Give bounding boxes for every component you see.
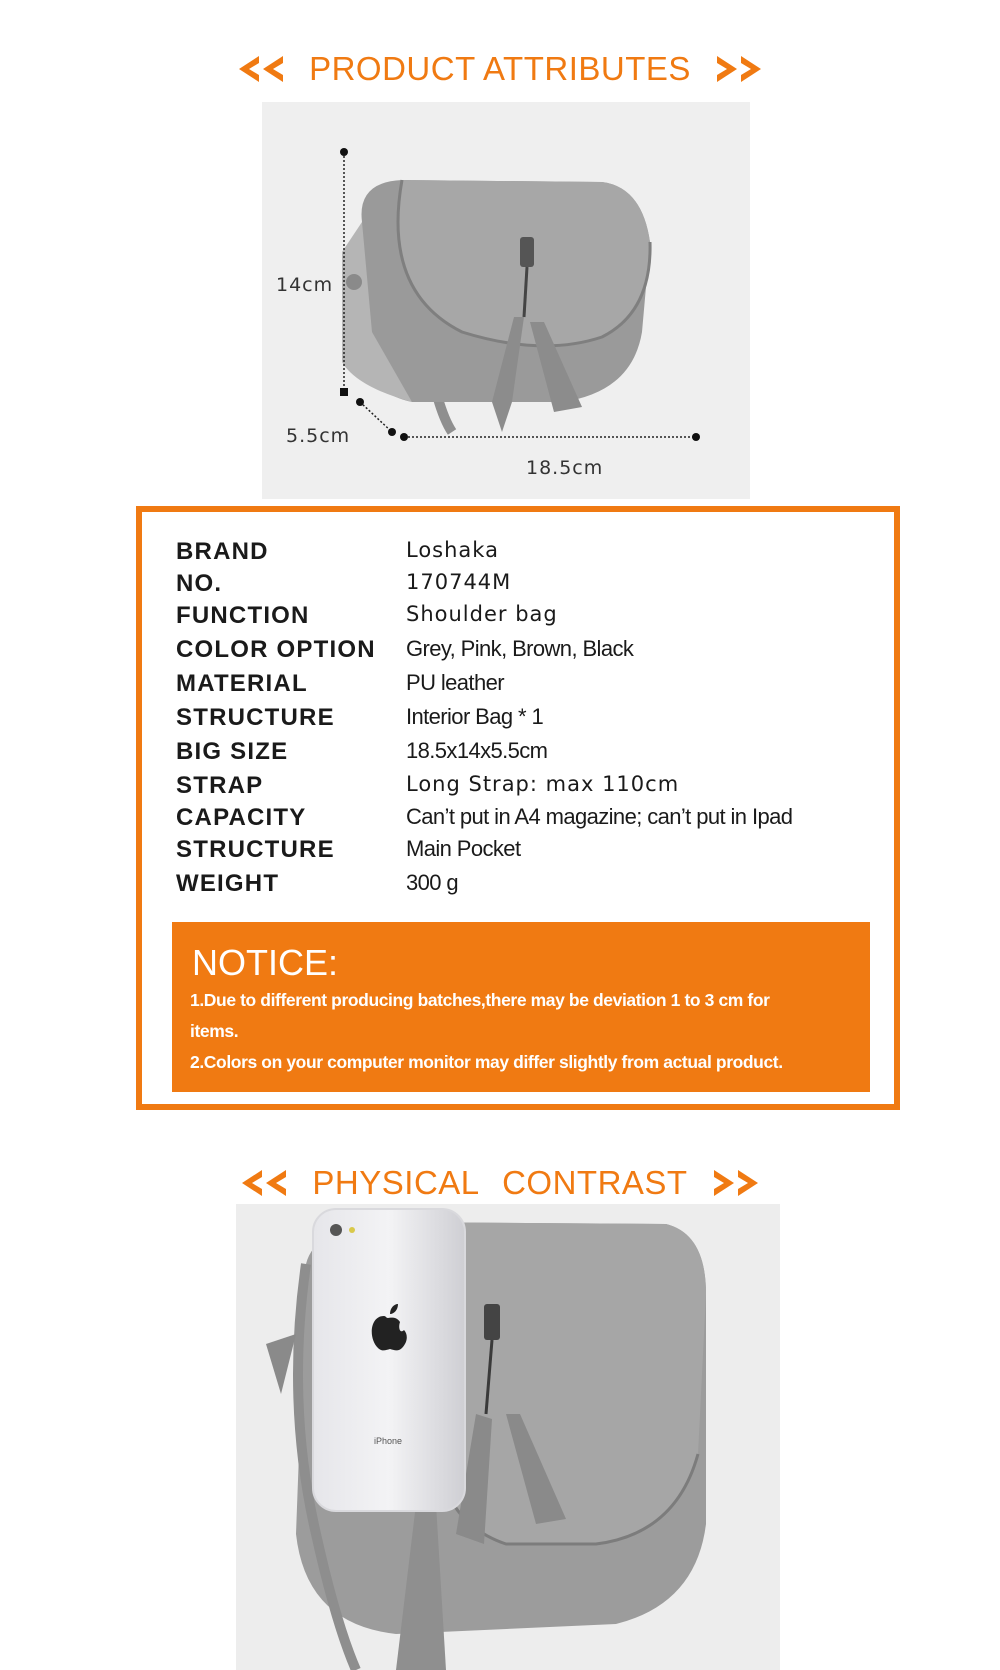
spec-value: 18.5x14x5.5cm (406, 738, 548, 763)
spec-row (176, 570, 876, 602)
spec-value: Shoulder bag (406, 602, 558, 626)
double-chevron-right-icon (710, 1168, 760, 1198)
spec-key: WEIGHT (176, 870, 280, 897)
spec-row (176, 538, 876, 570)
spec-key: NO. (176, 570, 223, 597)
spec-row (176, 670, 876, 702)
bag-with-phone-illustration (236, 1204, 780, 1670)
spec-row (176, 602, 876, 634)
spec-value: Interior Bag * 1 (406, 704, 544, 729)
spec-value: Loshaka (406, 538, 499, 562)
dimension-depth: 5.5cm (286, 425, 351, 447)
notice-line-2: 2.Colors on your computer monitor may differ slightly from actual product. (190, 1052, 783, 1072)
phone-label: iPhone (374, 1436, 403, 1446)
spec-row (176, 804, 876, 836)
spec-value: 300 g (406, 870, 459, 895)
spec-key: STRUCTURE (176, 704, 335, 731)
spec-row (176, 738, 876, 770)
notice-line-1: 1.Due to different producing batches,there may be deviation 1 to 3 cm for (190, 990, 770, 1010)
section-header-attributes (0, 48, 1000, 88)
section-header-contrast (0, 1162, 1000, 1202)
double-chevron-left-icon (237, 54, 287, 84)
section-title: PRODUCT ATTRIBUTES (309, 50, 691, 88)
physical-contrast-photo (236, 1204, 780, 1670)
notice-title: NOTICE: (192, 942, 339, 983)
spec-value: Long Strap: max 110cm (406, 772, 680, 796)
spec-key: STRAP (176, 772, 264, 799)
spec-value: Main Pocket (406, 836, 521, 861)
double-chevron-right-icon (713, 54, 763, 84)
spec-value: 170744M (406, 570, 512, 594)
spec-value: Grey, Pink, Brown, Black (406, 636, 634, 661)
spec-value: PU leather (406, 670, 504, 695)
spec-key: MATERIAL (176, 670, 308, 697)
dimension-width: 18.5cm (526, 457, 604, 479)
spec-row (176, 836, 876, 868)
product-dimensions-photo (262, 102, 750, 499)
spec-key: CAPACITY (176, 804, 307, 831)
spec-table (136, 506, 900, 1110)
spec-row (176, 636, 876, 668)
spec-key: STRUCTURE (176, 836, 335, 863)
double-chevron-left-icon (240, 1168, 290, 1198)
spec-key: BIG SIZE (176, 738, 289, 765)
spec-row (176, 772, 876, 804)
spec-key: FUNCTION (176, 602, 310, 629)
section-title: PHYSICAL CONTRAST (312, 1164, 688, 1202)
spec-row (176, 704, 876, 736)
spec-value: Can’t put in A4 magazine; can’t put in Ipad (406, 804, 793, 829)
notice-line-1b: items. (190, 1021, 239, 1041)
dimension-height: 14cm (276, 274, 334, 296)
spec-row (176, 870, 876, 902)
spec-key: BRAND (176, 538, 269, 565)
notice-box (172, 922, 870, 1092)
spec-key: COLOR OPTION (176, 636, 376, 663)
